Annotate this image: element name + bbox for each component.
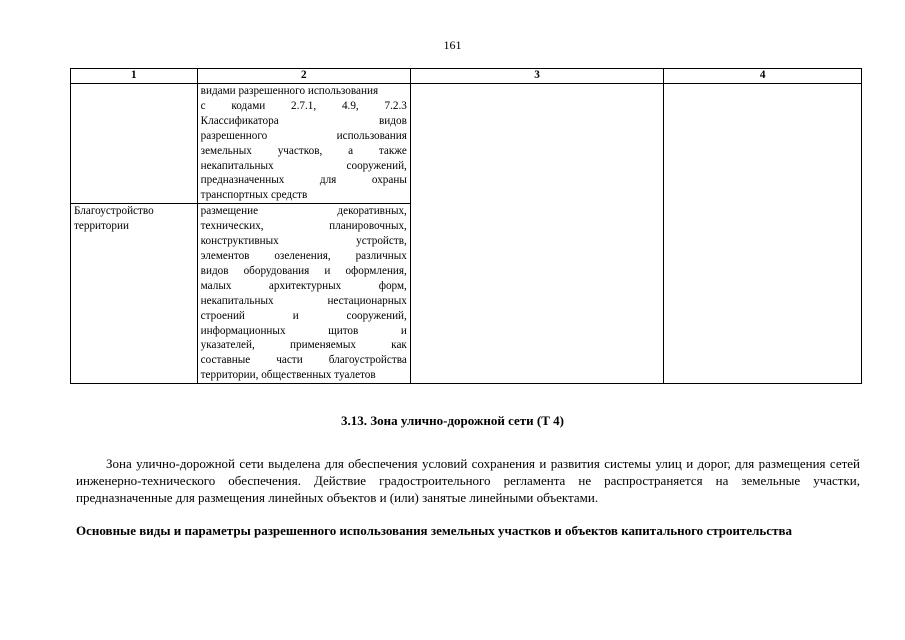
column-header-4: 4 bbox=[664, 69, 862, 84]
page-number: 161 bbox=[443, 38, 462, 52]
cell-line: транспортных средств bbox=[200, 189, 308, 202]
table-header-row bbox=[71, 69, 862, 84]
column-header-3: 3 bbox=[410, 69, 663, 84]
cell-line: размещение декоративных, bbox=[200, 205, 407, 218]
cell-line: некапитальных нестационарных bbox=[200, 294, 407, 307]
cell-line: с кодами 2.7.1, 4.9, 7.2.3 bbox=[200, 99, 407, 112]
section-heading: 3.13. Зона улично-дорожной сети (Т 4) bbox=[340, 413, 564, 428]
cell-line: видов оборудования и оформления, bbox=[200, 264, 407, 277]
cell-line: предназначенных для охраны bbox=[200, 174, 407, 187]
row1-col3-cell bbox=[410, 84, 663, 384]
cell-line: указателей, применяемых как bbox=[200, 339, 407, 352]
section-paragraph: Зона улично-дорожной сети выделена для обеспечения условий сохранения и развития системы улиц и дорог, для размещения сетей инженерно-технического обеспечения. Действие градостроительного регламента не распространяется на земельные участки, предназначенные для размещения линейных объектов и (или) занятые линейными объектами. bbox=[76, 456, 860, 505]
cell-line: технических, планировочных, bbox=[200, 220, 407, 233]
section-subheading: Основные виды и параметры разрешенного использования земельных участков и объектов капитального строительства bbox=[76, 523, 792, 538]
cell-line: территории, общественных туалетов bbox=[200, 369, 376, 382]
row2-col2-cell bbox=[197, 204, 410, 384]
row1-col1-cell bbox=[71, 84, 198, 204]
column-header-1: 1 bbox=[71, 69, 198, 84]
cell-line: некапитальных сооружений, bbox=[200, 159, 407, 172]
column-header-2: 2 bbox=[197, 69, 410, 84]
table-row bbox=[71, 84, 862, 204]
cell-line: разрешенного использования bbox=[200, 129, 407, 142]
cell-line: малых архитектурных форм, bbox=[200, 279, 407, 292]
cell-line: строений и сооружений, bbox=[200, 309, 407, 322]
row2-col1-cell bbox=[71, 204, 198, 384]
cell-line: Классификатора видов bbox=[200, 114, 407, 127]
cell-line: территории bbox=[74, 220, 129, 233]
cell-line: информационных щитов и bbox=[200, 324, 407, 337]
cell-line: Благоустройство bbox=[74, 205, 154, 218]
regulation-table bbox=[70, 68, 862, 384]
cell-line: видами разрешенного использования bbox=[200, 85, 379, 97]
cell-line: элементов озеленения, различных bbox=[200, 249, 407, 262]
row1-col4-cell bbox=[664, 84, 862, 384]
cell-line: земельных участков, а также bbox=[200, 144, 407, 157]
row1-col2-cell bbox=[197, 84, 410, 204]
cell-line: составные части благоустройства bbox=[200, 354, 407, 367]
cell-line: конструктивных устройств, bbox=[200, 235, 407, 248]
